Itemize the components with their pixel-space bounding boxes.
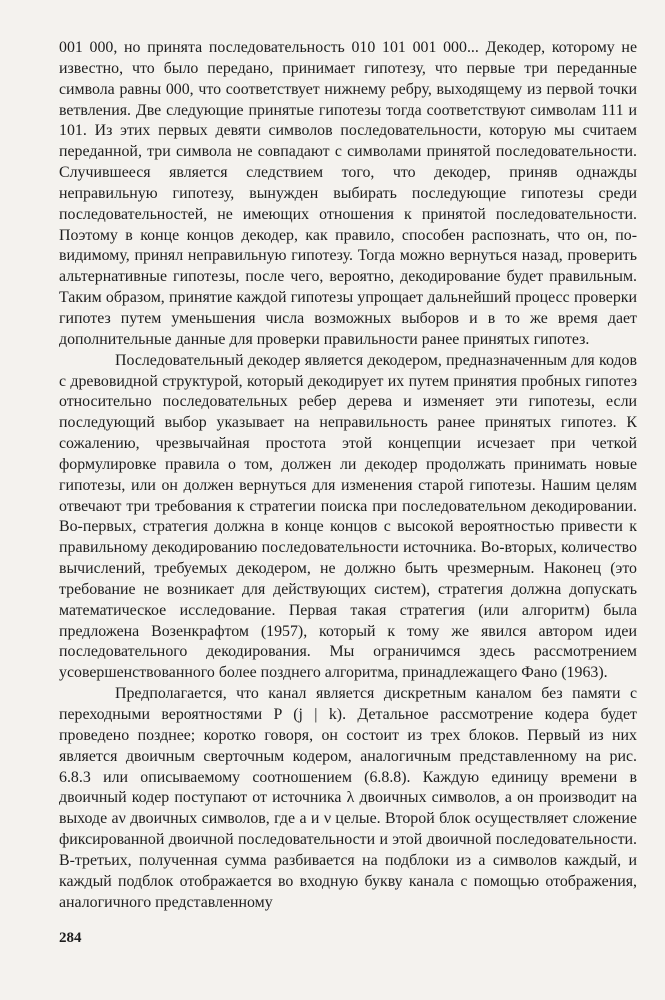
paragraph-1: 001 000, но принята последовательность 010 101 001 000... Декодер, которому не известно, что было передано, принимает гипотезу, что первые три переданные символа равны 000, что соответствует нижнему ребру, выходящему из первой точки ветвления. Две следующие принятые гипотезы тогда соответствуют символам 111 и 101. Из этих первых девяти символов последовательности, которую мы считаем переданной, три символа не совпадают с символами принятой последовательности. Случившееся является следствием того, что декодер, приняв однажды неправильную гипотезу, вынужден выбирать последующие гипотезы среди последовательностей, не имеющих отношения к принятой последовательности. Поэтому в конце концов декодер, как правило, способен распознать, что он, по-видимому, принял неправильную гипотезу. Тогда можно вернуться назад, проверить альтернативные гипотезы, после чего, вероятно, декодирование будет правильным. Таким образом, принятие каждой гипотезы упрощает дальнейший процесс проверки гипотез путем уменьшения числа возможных выборов и в то же время дает дополнительные данные для проверки правильности ранее принятых гипотез. [59, 39, 637, 348]
page-body [59, 38, 637, 913]
paragraph-3: Предполагается, что канал является дискретным каналом без памяти с переходными вероятностями P (j | k). Детальное рассмотрение кодера будет проведено позднее; коротко говоря, он состоит из трех блоков. Первый из них является двоичным сверточным кодером, аналогичным представленному на рис. 6.8.3 или описываемому соотношением (6.8.8). Каждую единицу времени в двоичный кодер поступают от источника λ двоичных символов, а он производит на выходе aν двоичных символов, где a и ν целые. Второй блок осуществляет сложение фиксированной двоичной последовательности и этой двоичной последовательности. В-третьих, полученная сумма разбивается на подблоки из a символов каждый, и каждый подблок отображается во входную букву канала с помощью отображения, аналогичного представленному [59, 685, 637, 911]
page-number: 284 [59, 930, 82, 946]
paragraph-2: Последовательный декодер является декодером, предназначенным для кодов с древовидной структурой, который декодирует их путем принятия пробных гипотез относительно последовательных ребер дерева и изменяет эти гипотезы, если последующий выбор указывает на неправильность ранее принятых гипотез. К сожалению, чрезвычайная простота этой концепции исчезает при четкой формулировке правила о том, должен ли декодер продолжать принимать новые гипотезы, или он должен вернуться для изменения старой гипотезы. Нашим целям отвечают три требования к стратегии поиска при последовательном декодировании. Во-первых, стратегия должна в конце концов с высокой вероятностью привести к правильному декодированию последовательности источника. Во-вторых, количество вычислений, требуемых декодером, не должно быть чрезмерным. Наконец (это требование не возникает для действующих систем), стратегия должна допускать математическое исследование. Первая такая стратегия (или алгоритм) была предложена Возенкрафтом (1957), который к тому же явился автором идеи последовательного декодирования. Мы ограничимся здесь рассмотрением усовершенствованного более позднего алгоритма, принадлежащего Фано (1963). [59, 351, 637, 682]
